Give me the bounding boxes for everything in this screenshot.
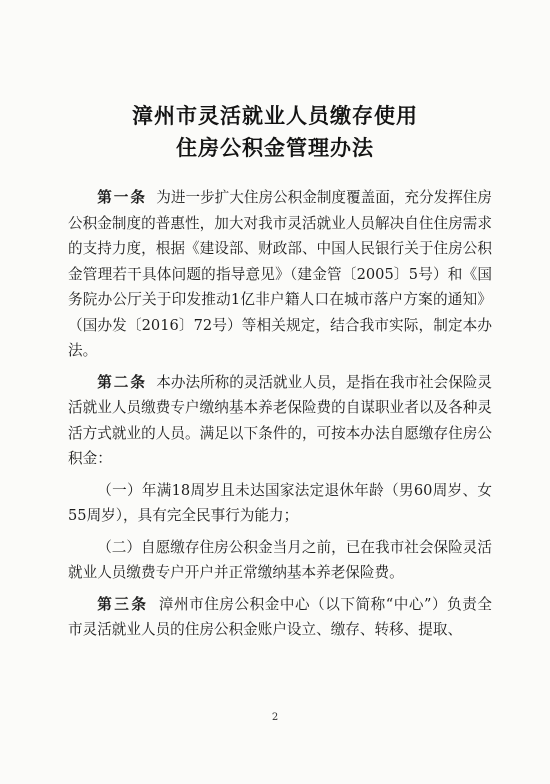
article-1 [68, 185, 492, 364]
article-2 [68, 370, 492, 472]
article-3-heading: 第三条 [97, 595, 149, 613]
article-1-text: 为进一步扩大住房公积金制度覆盖面，充分发挥住房公积金制度的普惠性，加大对我市灵活就业人员解决自住住房需求的支持力度，根据《建设部、财政部、中国人民银行关于住房公积金管理若干具体问题的指导意见》（建金管〔2005〕5号）和《国务院办公厅关于印发推动1亿非户籍人口在城市落户方案的通知》（国办发〔2016〕72号）等相关规定，结合我市实际，制定本办法。 [68, 189, 492, 359]
page-number: 2 [271, 712, 279, 723]
article-2-heading: 第二条 [97, 373, 147, 391]
article-2-item-2 [68, 535, 492, 586]
document-body [68, 185, 492, 649]
article-3-text: 漳州市住房公积金中心（以下简称“中心”）负责全市灵活就业人员的住房公积金账户设立、缴存、转移、提取、 [68, 595, 492, 638]
article-2-item-2-text: （二）自愿缴存住房公积金当月之前，已在我市社会保险灵活就业人员缴费专户开户并正常缴纳基本养老保险费。 [68, 538, 492, 581]
article-2-item-1-text: （一）年满18周岁且未达国家法定退休年龄（男60周岁、女55周岁），具有完全民事行为能力； [68, 481, 492, 524]
article-2-item-1 [68, 478, 492, 529]
article-1-heading: 第一条 [97, 189, 147, 206]
document-title-line-2: 住房公积金管理办法 [176, 135, 374, 160]
article-2-text: 本办法所称的灵活就业人员，是指在我市社会保险灵活就业人员缴费专户缴纳基本养老保险费的自谋职业者以及各种灵活方式就业的人员。满足以下条件的，可按本办法自愿缴存住房公积金： [68, 373, 492, 467]
document-title-line-1: 漳州市灵活就业人员缴存使用 [132, 103, 418, 128]
article-3 [68, 592, 492, 643]
